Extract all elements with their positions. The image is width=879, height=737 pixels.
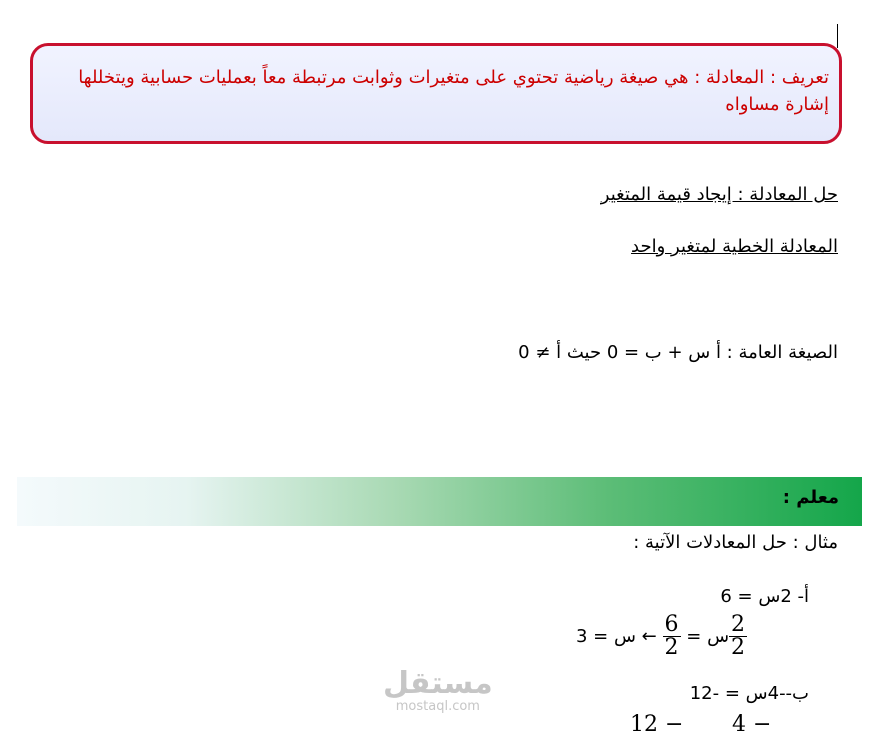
variable-s: س bbox=[707, 626, 730, 647]
fraction-left-denominator: 2 bbox=[731, 635, 746, 660]
fraction-left-numerator: 2 bbox=[731, 612, 746, 637]
general-form: الصيغة العامة : أ س + ب = 0 حيث أ ≠ 0 bbox=[518, 342, 838, 363]
fraction-right-numerator: 6 bbox=[664, 612, 679, 637]
teacher-banner bbox=[17, 477, 862, 526]
text-cursor bbox=[837, 24, 838, 48]
equation-b: ب--4س = -12 bbox=[689, 683, 809, 704]
watermark-logo: مستقل bbox=[383, 666, 493, 701]
fraction-numerator-b-2: 12 − bbox=[630, 712, 684, 737]
definition-text: تعريف : المعادلة : هي صيغة رياضية تحتوي على متغيرات وثوابت مرتبطة معاً بعمليات حسابية ويتخللها إشارة مساواه bbox=[78, 67, 829, 115]
fraction-right bbox=[663, 614, 681, 659]
fraction-numerator-b-1: 4 − bbox=[732, 712, 772, 737]
equation-a: أ- 2س = 6 bbox=[720, 586, 809, 607]
fraction-left bbox=[729, 614, 747, 659]
fraction-right-denominator: 2 bbox=[664, 635, 679, 660]
equation-a-step bbox=[576, 614, 747, 659]
banner-label: معلم : bbox=[782, 487, 839, 508]
equation-a-result: ← س = 3 bbox=[576, 626, 657, 647]
mostaql-watermark bbox=[383, 668, 493, 714]
heading-solve-equation: حل المعادلة : إيجاد قيمة المتغير bbox=[600, 184, 838, 205]
example-intro: مثال : حل المعادلات الآتية : bbox=[633, 532, 838, 553]
equals-sign: = bbox=[686, 626, 702, 647]
heading-linear-equation: المعادلة الخطية لمتغير واحد bbox=[631, 236, 838, 257]
watermark-url: mostaql.com bbox=[395, 699, 480, 714]
